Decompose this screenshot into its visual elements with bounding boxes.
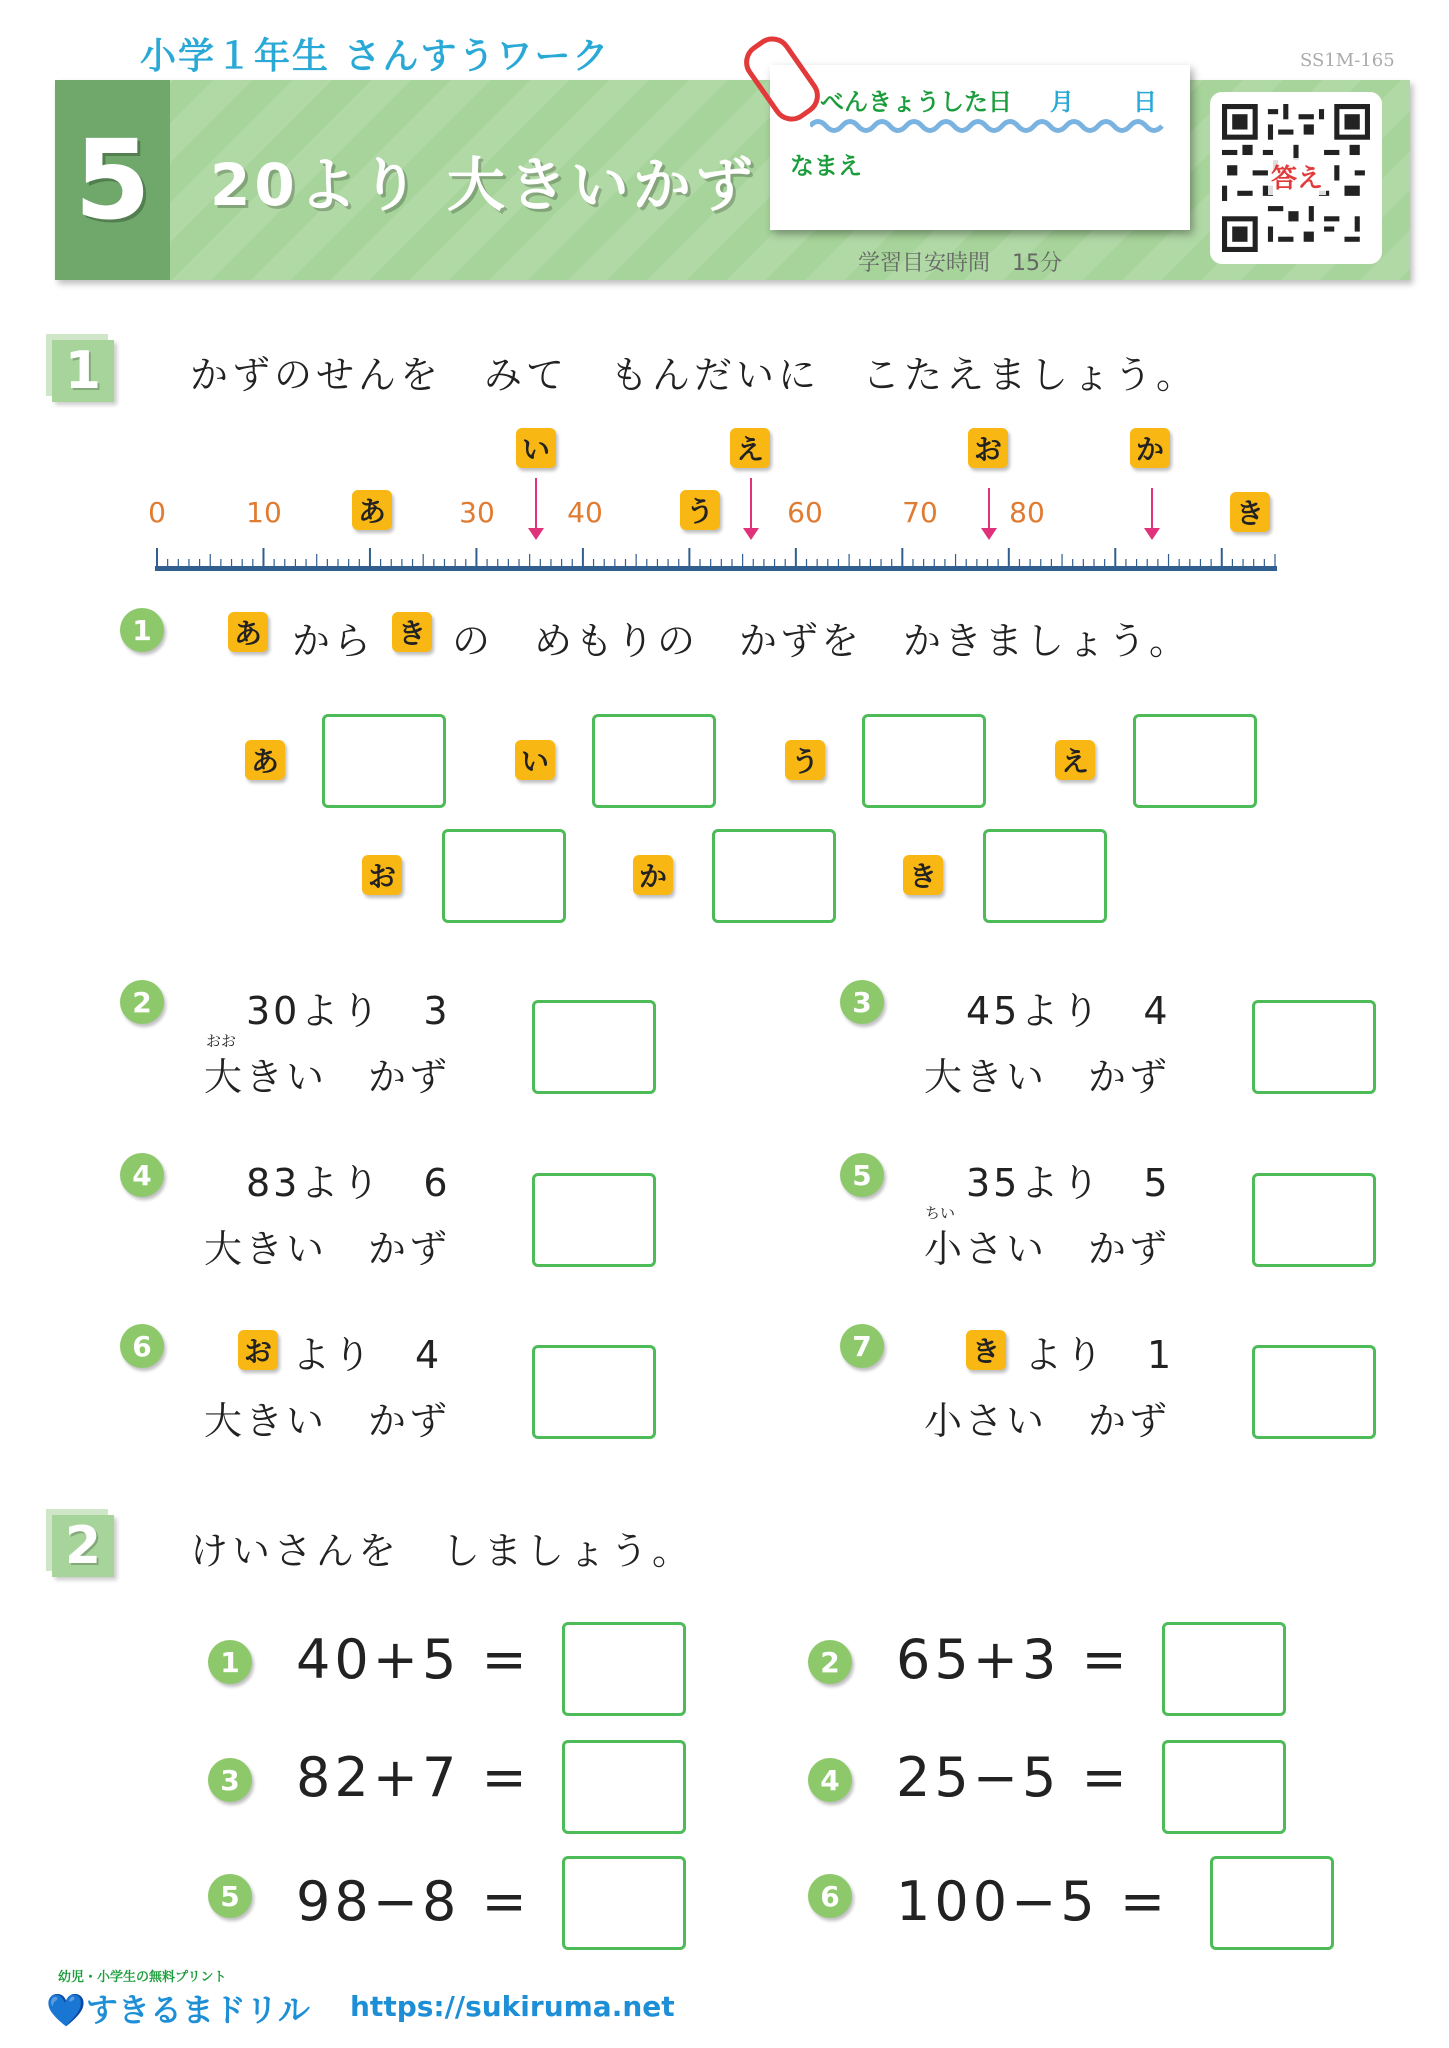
equation: 98−8 =	[296, 1870, 531, 1933]
answer-box-e[interactable]	[1133, 714, 1257, 808]
question-number: 6	[120, 1324, 164, 1368]
answer-box[interactable]	[1252, 1000, 1376, 1094]
problem-number: 6	[808, 1874, 852, 1918]
furigana: ちい	[925, 1204, 956, 1222]
answer-label-e: え	[1055, 740, 1095, 780]
question-line1: 45より 4	[966, 989, 1171, 1033]
question-number: 5	[840, 1153, 884, 1197]
answer-box-ka[interactable]	[712, 829, 836, 923]
answer-label-a: あ	[245, 740, 285, 780]
furigana: おお	[206, 1032, 237, 1050]
site-logo[interactable]: 💙すきるまドリル	[46, 1991, 310, 2029]
answer-box-a[interactable]	[322, 714, 446, 808]
study-date-label: べんきょうした日	[820, 88, 1012, 116]
tick-label-70: 70	[902, 496, 938, 529]
arrow-i	[535, 478, 537, 536]
section1-instruction: かずのせんを みて もんだいに こたえましょう。	[190, 353, 1199, 397]
month-label: 月	[1050, 88, 1074, 116]
marker-u: う	[680, 490, 720, 530]
unit-number: 5	[55, 80, 170, 280]
tick-label-80: 80	[1009, 496, 1045, 529]
answer-box[interactable]	[562, 1622, 686, 1716]
answer-box[interactable]	[562, 1740, 686, 1834]
footer-tagline: 幼児・小学生の無料プリント	[58, 1970, 227, 1985]
equation: 82+7 =	[296, 1746, 531, 1809]
wavy-divider	[810, 115, 1165, 137]
answer-box[interactable]	[532, 1173, 656, 1267]
question-line2: 小さい かず	[924, 1227, 1171, 1271]
answer-box-o[interactable]	[442, 829, 566, 923]
question-line1: より 4	[292, 1333, 443, 1377]
equation: 40+5 =	[296, 1628, 531, 1691]
answer-box[interactable]	[532, 1345, 656, 1439]
question-line2: 大きい かず	[204, 1227, 451, 1271]
q1-to-kana: き	[392, 612, 432, 652]
answer-box[interactable]	[1162, 1740, 1286, 1834]
answer-box-u[interactable]	[862, 714, 986, 808]
tick-label-60: 60	[787, 496, 823, 529]
unit-title: 20より 大きいかず	[210, 151, 757, 219]
answer-box[interactable]	[1252, 1345, 1376, 1439]
question-number: 4	[120, 1153, 164, 1197]
answer-box[interactable]	[1210, 1856, 1334, 1950]
number-line	[150, 540, 1285, 580]
question-line2: 大きい かず	[924, 1055, 1171, 1099]
problem-number: 2	[808, 1640, 852, 1684]
question-line2: 大きい かず	[204, 1399, 451, 1443]
equation: 25−5 =	[896, 1746, 1131, 1809]
tick-label-0: 0	[148, 496, 166, 529]
answer-label-i: い	[515, 740, 555, 780]
arrow-e	[750, 478, 752, 536]
problem-number: 3	[208, 1758, 252, 1802]
site-url-link[interactable]: https://sukiruma.net	[350, 1990, 675, 2023]
question-number: 3	[840, 980, 884, 1024]
day-label: 日	[1133, 88, 1157, 116]
answer-box-ki[interactable]	[983, 829, 1107, 923]
marker-ka: か	[1130, 428, 1170, 468]
q1-text-kara: から	[292, 619, 375, 663]
question-kana: き	[966, 1330, 1006, 1370]
question-line2: 小さい かず	[924, 1399, 1171, 1443]
question-line2: 大きい かず	[204, 1055, 451, 1099]
problem-number: 1	[208, 1640, 252, 1684]
answer-label-ki: き	[903, 855, 943, 895]
answer-box[interactable]	[562, 1856, 686, 1950]
question-kana: お	[238, 1330, 278, 1370]
q1-from-kana: あ	[228, 612, 268, 652]
question-line1: より 1	[1024, 1333, 1175, 1377]
section-badge: 2	[52, 1515, 114, 1577]
marker-o: お	[968, 428, 1008, 468]
question-number: 7	[840, 1324, 884, 1368]
marker-e: え	[730, 428, 770, 468]
question-line1: 35より 5	[966, 1161, 1171, 1205]
answer-box[interactable]	[532, 1000, 656, 1094]
answer-label-u: う	[785, 740, 825, 780]
study-time: 学習目安時間 15分	[858, 251, 1062, 276]
answer-link-label[interactable]: 答え	[1268, 158, 1326, 195]
question-line1: 30より 3	[246, 989, 451, 1033]
equation: 100−5 =	[896, 1870, 1170, 1933]
marker-i: い	[516, 428, 556, 468]
answer-label-ka: か	[633, 855, 673, 895]
tick-label-30: 30	[459, 496, 495, 529]
series-title: 小学１年生 さんすうワーク	[140, 36, 611, 77]
answer-box[interactable]	[1252, 1173, 1376, 1267]
question-number: 2	[120, 980, 164, 1024]
equation: 65+3 =	[896, 1628, 1131, 1691]
marker-ki: き	[1230, 492, 1270, 532]
tick-label-10: 10	[246, 496, 282, 529]
problem-number: 4	[808, 1758, 852, 1802]
answer-box[interactable]	[1162, 1622, 1286, 1716]
section2-instruction: けいさんを しましょう。	[190, 1529, 695, 1573]
arrow-ka	[1151, 488, 1153, 536]
answer-box-i[interactable]	[592, 714, 716, 808]
marker-a: あ	[352, 490, 392, 530]
q1-text: の めもりの かずを かきましょう。	[452, 619, 1191, 663]
question-number: 1	[120, 608, 164, 652]
answer-label-o: お	[362, 855, 402, 895]
problem-number: 5	[208, 1874, 252, 1918]
name-label: なまえ	[790, 152, 862, 180]
arrow-o	[988, 488, 990, 536]
section-badge: 1	[52, 340, 114, 402]
worksheet-code: SS1M-165	[1300, 50, 1395, 71]
question-line1: 83より 6	[246, 1161, 451, 1205]
tick-label-40: 40	[567, 496, 603, 529]
